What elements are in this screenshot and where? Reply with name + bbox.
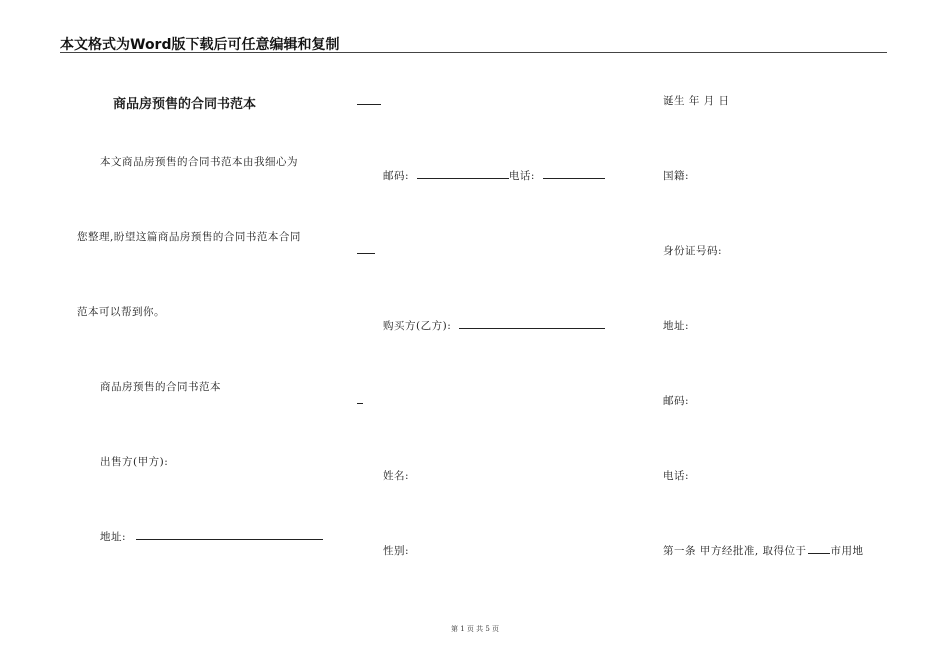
seller-postcode-phone-field xyxy=(383,168,605,183)
continuation-blank-1 xyxy=(357,104,381,105)
buyer-blank xyxy=(459,319,605,329)
article-1-suffix: 市用地 xyxy=(830,545,864,557)
buyer-gender-label: 性别: xyxy=(383,545,410,557)
continuation-blank-3 xyxy=(357,403,363,404)
seller-phone-blank xyxy=(543,169,605,179)
continuation-blank-2 xyxy=(357,253,375,254)
seller-phone-label: 电话: xyxy=(508,170,535,182)
buyer-nationality-label: 国籍: xyxy=(663,170,690,182)
article-1-prefix: 第一条 甲方经批准, 取得位于 xyxy=(663,545,807,557)
buyer-address-label: 地址: xyxy=(663,320,690,332)
intro-line-2: 您整理,盼望这篇商品房预售的合同书范本合同 xyxy=(77,231,301,243)
buyer-postcode-label: 邮码: xyxy=(663,395,690,407)
buyer-birth-label: 诞生 年 月 日 xyxy=(663,95,730,107)
seller-postcode-label: 邮码: xyxy=(383,170,410,182)
seller-postcode-blank xyxy=(417,169,509,179)
article-1-line xyxy=(663,543,864,558)
document-header-banner: 本文格式为Word版下载后可任意编辑和复制 xyxy=(60,37,340,53)
seller-address-label: 地址: xyxy=(100,531,127,543)
intro-line-3: 范本可以帮到你。 xyxy=(77,306,165,318)
buyer-label: 购买方(乙方): xyxy=(383,320,452,332)
header-divider xyxy=(60,52,887,53)
seller-address-field xyxy=(100,529,323,544)
page-number-footer: 第 1 页 共 5 页 xyxy=(450,625,500,633)
document-title: 商品房预售的合同书范本 xyxy=(113,97,257,112)
article-1-city-blank xyxy=(808,544,830,554)
seller-address-blank xyxy=(136,530,323,540)
intro-line-1: 本文商品房预售的合同书范本由我细心为 xyxy=(100,156,298,168)
buyer-name-label: 姓名: xyxy=(383,470,410,482)
buyer-phone-label: 电话: xyxy=(663,470,690,482)
buyer-id-label: 身份证号码: xyxy=(663,245,723,257)
buyer-field xyxy=(383,318,605,333)
section-subtitle: 商品房预售的合同书范本 xyxy=(100,381,221,393)
seller-label: 出售方(甲方): xyxy=(100,456,169,468)
